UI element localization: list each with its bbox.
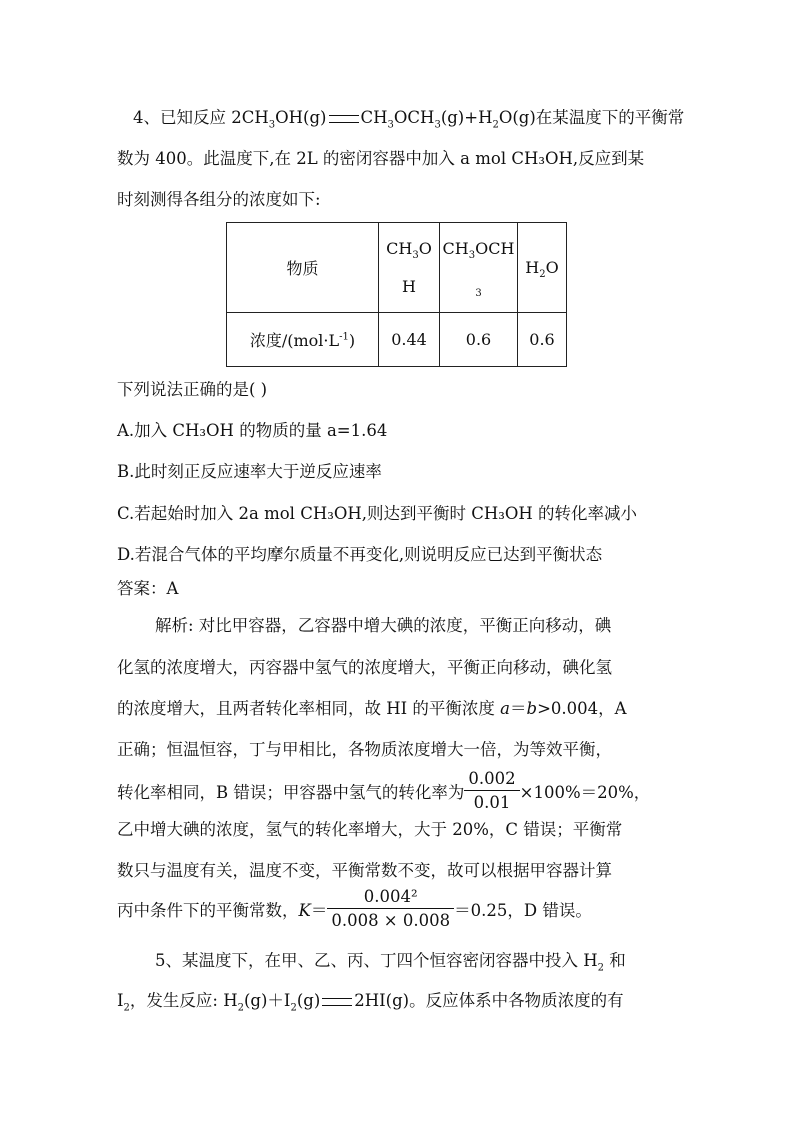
analysis-text: 转化率相同，B 错误；甲容器中氢气的转化率为	[117, 783, 465, 802]
cell-text: H	[402, 276, 416, 296]
variable-b: b	[526, 699, 538, 718]
subscript: 3	[475, 287, 482, 299]
cell-text: CH	[442, 238, 469, 258]
answer: 答案：A	[117, 579, 179, 598]
table-row	[227, 313, 567, 367]
subscript: 2	[237, 1002, 244, 1014]
analysis-text: ＝	[510, 699, 527, 718]
analysis-text: >0.004，A	[537, 699, 627, 718]
q4-text: OCH	[393, 108, 435, 127]
q4-text: (g)+H	[440, 108, 493, 127]
analysis-text: 的浓度增大，且两者转化率相同，故 HI 的平衡浓度	[117, 699, 501, 718]
table-row-label	[227, 313, 379, 367]
analysis-text: ＝	[310, 901, 328, 920]
fraction	[327, 886, 454, 933]
analysis-line-6: 乙中增大碘的浓度，氢气的转化率增大，大于 20%，C 错误；平衡常	[117, 820, 623, 839]
q4-line-1	[133, 107, 684, 129]
equilibrium-arrow-icon	[329, 115, 359, 123]
q5-text: ，发生反应: H	[129, 991, 238, 1010]
table-header-label	[227, 223, 379, 313]
analysis-line-8	[117, 888, 592, 935]
cell-text: O	[545, 258, 559, 277]
q5-text: (g)＋I	[243, 991, 291, 1010]
analysis-line-3	[117, 698, 627, 720]
subscript: 3	[412, 249, 419, 261]
table-cell: 0.6	[518, 313, 567, 367]
subscript: 3	[387, 119, 394, 131]
analysis-text: ＝0.25，D 错误。	[454, 901, 592, 920]
cell-text: H	[525, 258, 540, 277]
q4-text: O(g)在某温度下的平衡常	[498, 108, 685, 127]
table-header-ch3och3	[440, 223, 518, 313]
q5-text: (g)	[296, 991, 321, 1010]
analysis-line-1: 解析: 对比甲容器，乙容器中增大碘的浓度，平衡正向移动，碘	[155, 616, 612, 635]
analysis-line-5	[117, 770, 650, 817]
subscript: 3	[434, 119, 441, 131]
subscript: 3	[468, 249, 476, 261]
q4-line-2: 数为 400。此温度下,在 2L 的密闭容器中加入 a mol CH₃OH,反应到某	[117, 149, 645, 168]
cell-text: OCH	[475, 238, 515, 258]
q4-line-3: 时刻测得各组分的浓度如下:	[117, 190, 321, 209]
analysis-text: ×100%＝20%，	[519, 783, 651, 802]
table-header-ch3oh	[379, 223, 440, 313]
analysis-line-7: 数只与温度有关，温度不变，平衡常数不变，故可以根据甲容器计算	[117, 861, 612, 880]
variable-k: K	[298, 901, 311, 920]
subscript: 2	[123, 1002, 130, 1014]
cell-text: )	[348, 331, 356, 350]
analysis-line-2: 化氢的浓度增大，丙容器中氢气的浓度增大，平衡正向移动，碘化氢	[117, 658, 612, 677]
analysis-text: 丙中条件下的平衡常数，	[117, 901, 299, 920]
cell-text: O	[418, 238, 432, 258]
equilibrium-arrow-icon	[322, 998, 352, 1006]
q5-text: 5、某温度下，在甲、乙、丙、丁四个恒容密闭容器中投入 H	[155, 951, 598, 970]
q4-text: OH(g)	[275, 108, 327, 127]
subscript: 2	[290, 1002, 297, 1014]
option-a: A.加入 CH₃OH 的物质的量 a=1.64	[117, 421, 388, 440]
table-header-h2o	[518, 223, 567, 313]
subscript: 2	[597, 962, 605, 974]
q5-text: 和	[604, 951, 626, 970]
subscript: 2	[539, 269, 546, 281]
q5-line-1	[155, 950, 626, 972]
q4-text: 4、已知反应 2CH	[133, 108, 269, 127]
option-d: D.若混合气体的平均摩尔质量不再变化,则说明反应已达到平衡状态	[117, 545, 603, 564]
fraction	[464, 768, 519, 815]
fraction-numerator: 0.002	[468, 769, 516, 788]
table-cell: 0.6	[440, 313, 518, 367]
fraction-denominator: 0.01	[464, 790, 519, 815]
variable-a: a	[500, 699, 510, 718]
table-cell: 0.44	[379, 313, 440, 367]
option-b: B.此时刻正反应速率大于逆反应速率	[117, 462, 382, 481]
concentration-table	[226, 222, 567, 367]
subscript: 3	[268, 119, 276, 131]
fraction-numerator: 0.004²	[363, 887, 418, 906]
q4-question: 下列说法正确的是( )	[117, 380, 268, 399]
q5-text: I	[117, 991, 124, 1010]
q5-line-2	[117, 990, 624, 1012]
option-c: C.若起始时加入 2a mol CH₃OH,则达到平衡时 CH₃OH 的转化率减小	[117, 504, 638, 523]
q5-text: 2HI(g)。反应体系中各物质浓度的有	[354, 991, 624, 1010]
superscript: -1	[339, 331, 349, 343]
fraction-denominator: 0.008 × 0.008	[327, 908, 454, 933]
subscript: 2	[492, 119, 499, 131]
cell-text: 浓度/(mol·L	[249, 331, 340, 350]
analysis-line-4: 正确；恒温恒容，丁与甲相比，各物质浓度增大一倍，为等效平衡，	[117, 740, 612, 759]
q4-text: CH	[360, 108, 388, 127]
table-row	[227, 223, 567, 313]
cell-text: CH	[386, 238, 413, 258]
cell-text: 物质	[286, 259, 319, 278]
